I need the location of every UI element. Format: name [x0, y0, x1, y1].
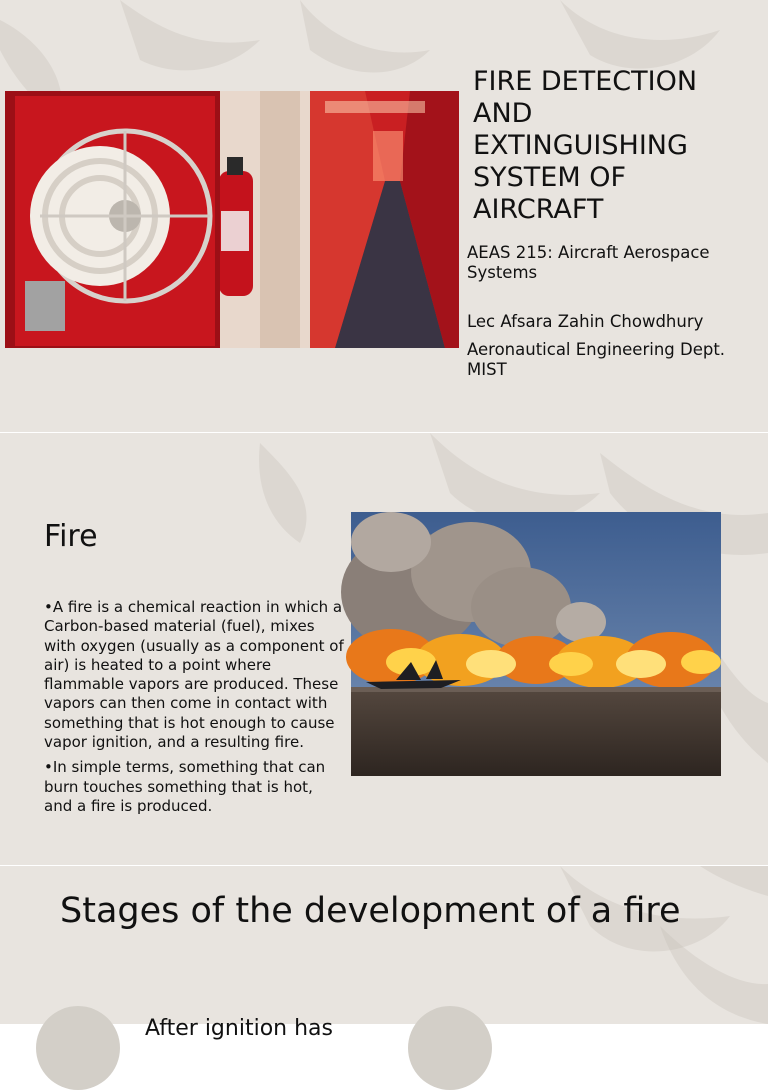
fire-stages-slide [0, 866, 768, 1041]
stage-circle [408, 1006, 492, 1090]
title-slide [0, 0, 768, 432]
department-name: Aeronautical Engineering Dept. MIST [467, 340, 726, 379]
bullet-item: •A fire is a chemical reaction in which a Carbon-based material (fuel), mixes with oxygen (usually as a component of air) is heated to a point where flammable vapors are produced. These vapors can then come in contact with something that is hot enough to cause vapor ignition, and a resulting fire. [44, 598, 344, 752]
lecturer-name: Lec Afsara Zahin Chowdhury [467, 312, 704, 331]
leaf-background [0, 866, 768, 1024]
presentation-title: FIRE DETECTION AND EXTINGUISHING SYSTEM OF AIRCRAFT [473, 66, 698, 225]
stage-text: After ignition has [145, 1016, 333, 1041]
course-name: AEAS 215: Aircraft Aerospace Systems [467, 243, 710, 282]
stage-circle [36, 1006, 120, 1090]
bullet-item: •In simple terms, something that can burn touches something that is hot, and a fire is produced. [44, 758, 326, 815]
bullet-list [44, 598, 344, 822]
slide-title: Fire [44, 519, 98, 554]
jet-fireball-photo [351, 512, 721, 776]
fire-hose-reel-corridor-photo [5, 91, 459, 348]
fire-definition-slide [0, 433, 768, 865]
slide-title: Stages of the development of a fire [60, 891, 681, 931]
